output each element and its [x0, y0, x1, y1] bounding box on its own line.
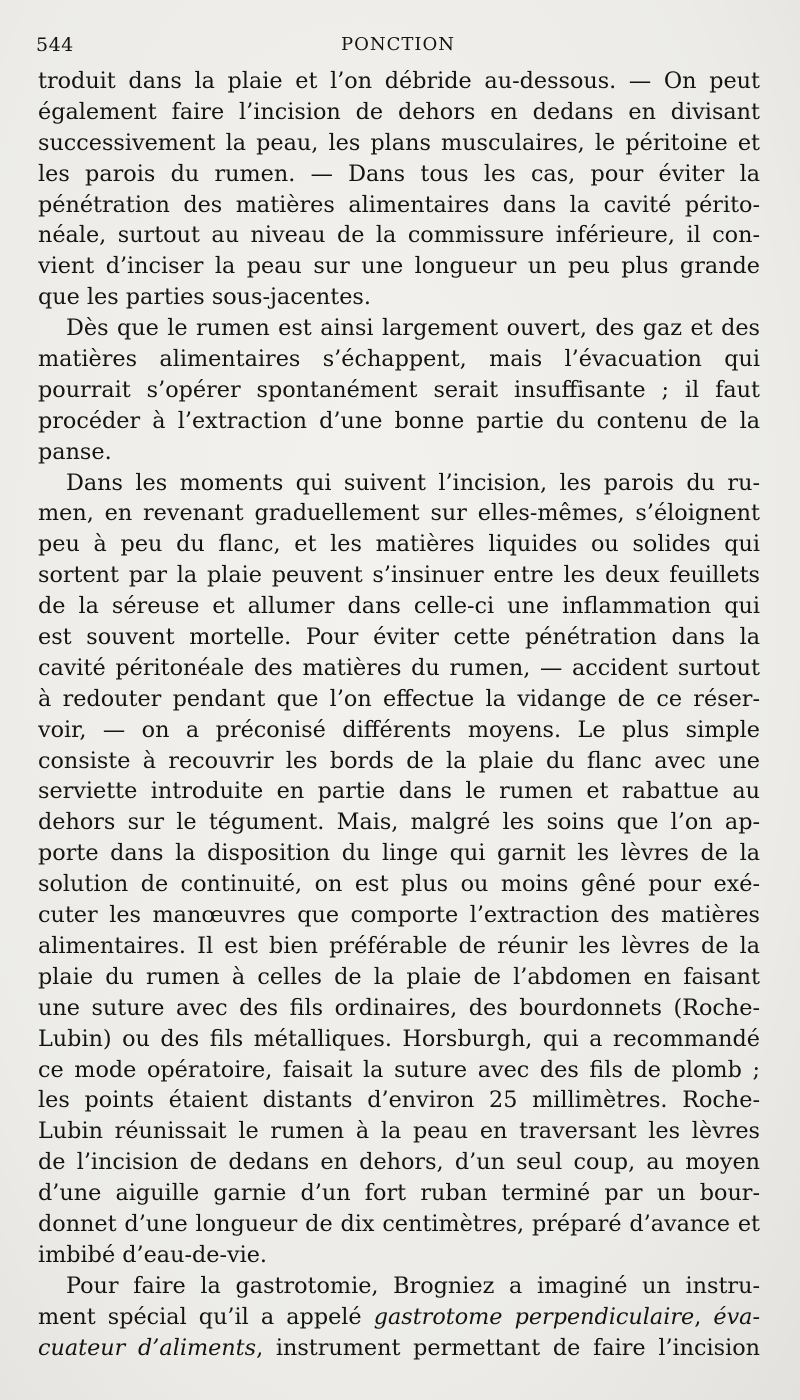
text-line: pourrait s’opérer spontanément serait insuffisante ; il faut	[38, 376, 760, 403]
italic-term: cuateur d’aliments	[38, 1334, 257, 1361]
text-line: solution de continuité, on est plus ou moins gêné pour exé-	[38, 871, 760, 898]
text-line: à redouter pendant que l’on effectue la vidange de ce réser-	[38, 685, 760, 712]
text-line: sortent par la plaie peuvent s’insinuer entre les deux feuillets	[38, 562, 760, 589]
text-line: est souvent mortelle. Pour éviter cette pénétration dans la	[38, 624, 760, 651]
text-line: donnet d’une longueur de dix centimètres, préparé d’avance et	[38, 1210, 760, 1237]
text-line: Dès que le rumen est ainsi largement ouvert, des gaz et des	[66, 315, 760, 342]
italic-term: gastrotome perpendiculaire	[373, 1303, 695, 1330]
text-line: Lubin réunissait le rumen à la peau en traversant les lèvres	[38, 1118, 760, 1145]
text-line: matières alimentaires s’échappent, mais l’évacuation qui	[38, 346, 760, 373]
text-line: alimentaires. Il est bien préférable de réunir les lèvres de la	[38, 932, 760, 959]
text-line	[38, 1333, 760, 1364]
text-line: Lubin) ou des fils métalliques. Horsburgh, qui a recommandé	[38, 1025, 760, 1052]
text-line: néale, surtout au niveau de la commissure inférieure, il con-	[38, 222, 760, 249]
text-line: vient d’inciser la peau sur une longueur un peu plus grande	[38, 253, 760, 280]
text-line: plaie du rumen à celles de la plaie de l’abdomen en faisant	[38, 963, 760, 990]
page-header	[36, 30, 760, 60]
text-line: dehors sur le tégument. Mais, malgré les soins que l’on ap-	[38, 809, 760, 836]
text-line: successivement la peau, les plans musculaires, le péritoine et	[38, 129, 760, 156]
text-line: ce mode opératoire, faisait la suture avec des fils de plomb ;	[38, 1056, 760, 1083]
text-line: de la séreuse et allumer dans celle-ci une inflammation qui	[38, 593, 760, 620]
text-line: voir, — on a préconisé différents moyens. Le plus simple	[38, 716, 760, 743]
text-line: également faire l’incision de dehors en dedans en divisant	[38, 98, 760, 125]
text-line: que les parties sous-jacentes.	[38, 284, 371, 311]
text-line: imbibé d’eau-de-vie.	[38, 1241, 267, 1268]
text-line: d’une aiguille garnie d’un fort ruban terminé par un bour-	[38, 1180, 760, 1207]
text-line: Dans les moments qui suivent l’incision, les parois du ru-	[66, 469, 760, 496]
text-line: Pour faire la gastrotomie, Brogniez a imaginé un instru-	[66, 1272, 760, 1299]
text-segment: ment spécial qu’il a appelé	[38, 1303, 374, 1330]
text-line: consiste à recouvrir les bords de la plaie du flanc avec une	[38, 747, 760, 774]
text-line: troduit dans la plaie et l’on débride au-dessous. — On peut	[38, 68, 760, 94]
text-segment: ,	[694, 1303, 714, 1330]
text-line: cuter les manœuvres que comporte l’extraction des matières	[38, 902, 760, 929]
text-line	[38, 1302, 760, 1333]
text-line: de l’incision de dedans en dehors, d’un seul coup, au moyen	[38, 1149, 760, 1176]
running-title: PONCTION	[340, 34, 455, 55]
text-line: serviette introduite en partie dans le rumen et rabattue au	[38, 778, 760, 805]
page-number: 544	[36, 34, 74, 56]
text-line: une suture avec des fils ordinaires, des bourdonnets (Roche-	[38, 994, 760, 1021]
text-line: les parois du rumen. — Dans tous les cas, pour éviter la	[38, 160, 760, 187]
text-segment: , instrument permettant de faire l’incision	[256, 1334, 760, 1361]
body-text	[38, 66, 760, 1363]
text-line: procéder à l’extraction d’une bonne partie du contenu de la	[38, 407, 760, 434]
italic-term: éva-	[713, 1303, 760, 1330]
text-line: cavité péritonéale des matières du rumen, — accident surtout	[38, 654, 760, 681]
text-line: panse.	[38, 438, 112, 465]
text-line: pénétration des matières alimentaires dans la cavité périto-	[38, 191, 760, 218]
text-line: men, en revenant graduellement sur elles-mêmes, s’éloignent	[38, 500, 760, 527]
text-line: porte dans la disposition du linge qui garnit les lèvres de la	[38, 840, 760, 867]
text-line: peu à peu du flanc, et les matières liquides ou solides qui	[38, 531, 760, 558]
text-line: les points étaient distants d’environ 25 millimètres. Roche-	[38, 1087, 760, 1114]
